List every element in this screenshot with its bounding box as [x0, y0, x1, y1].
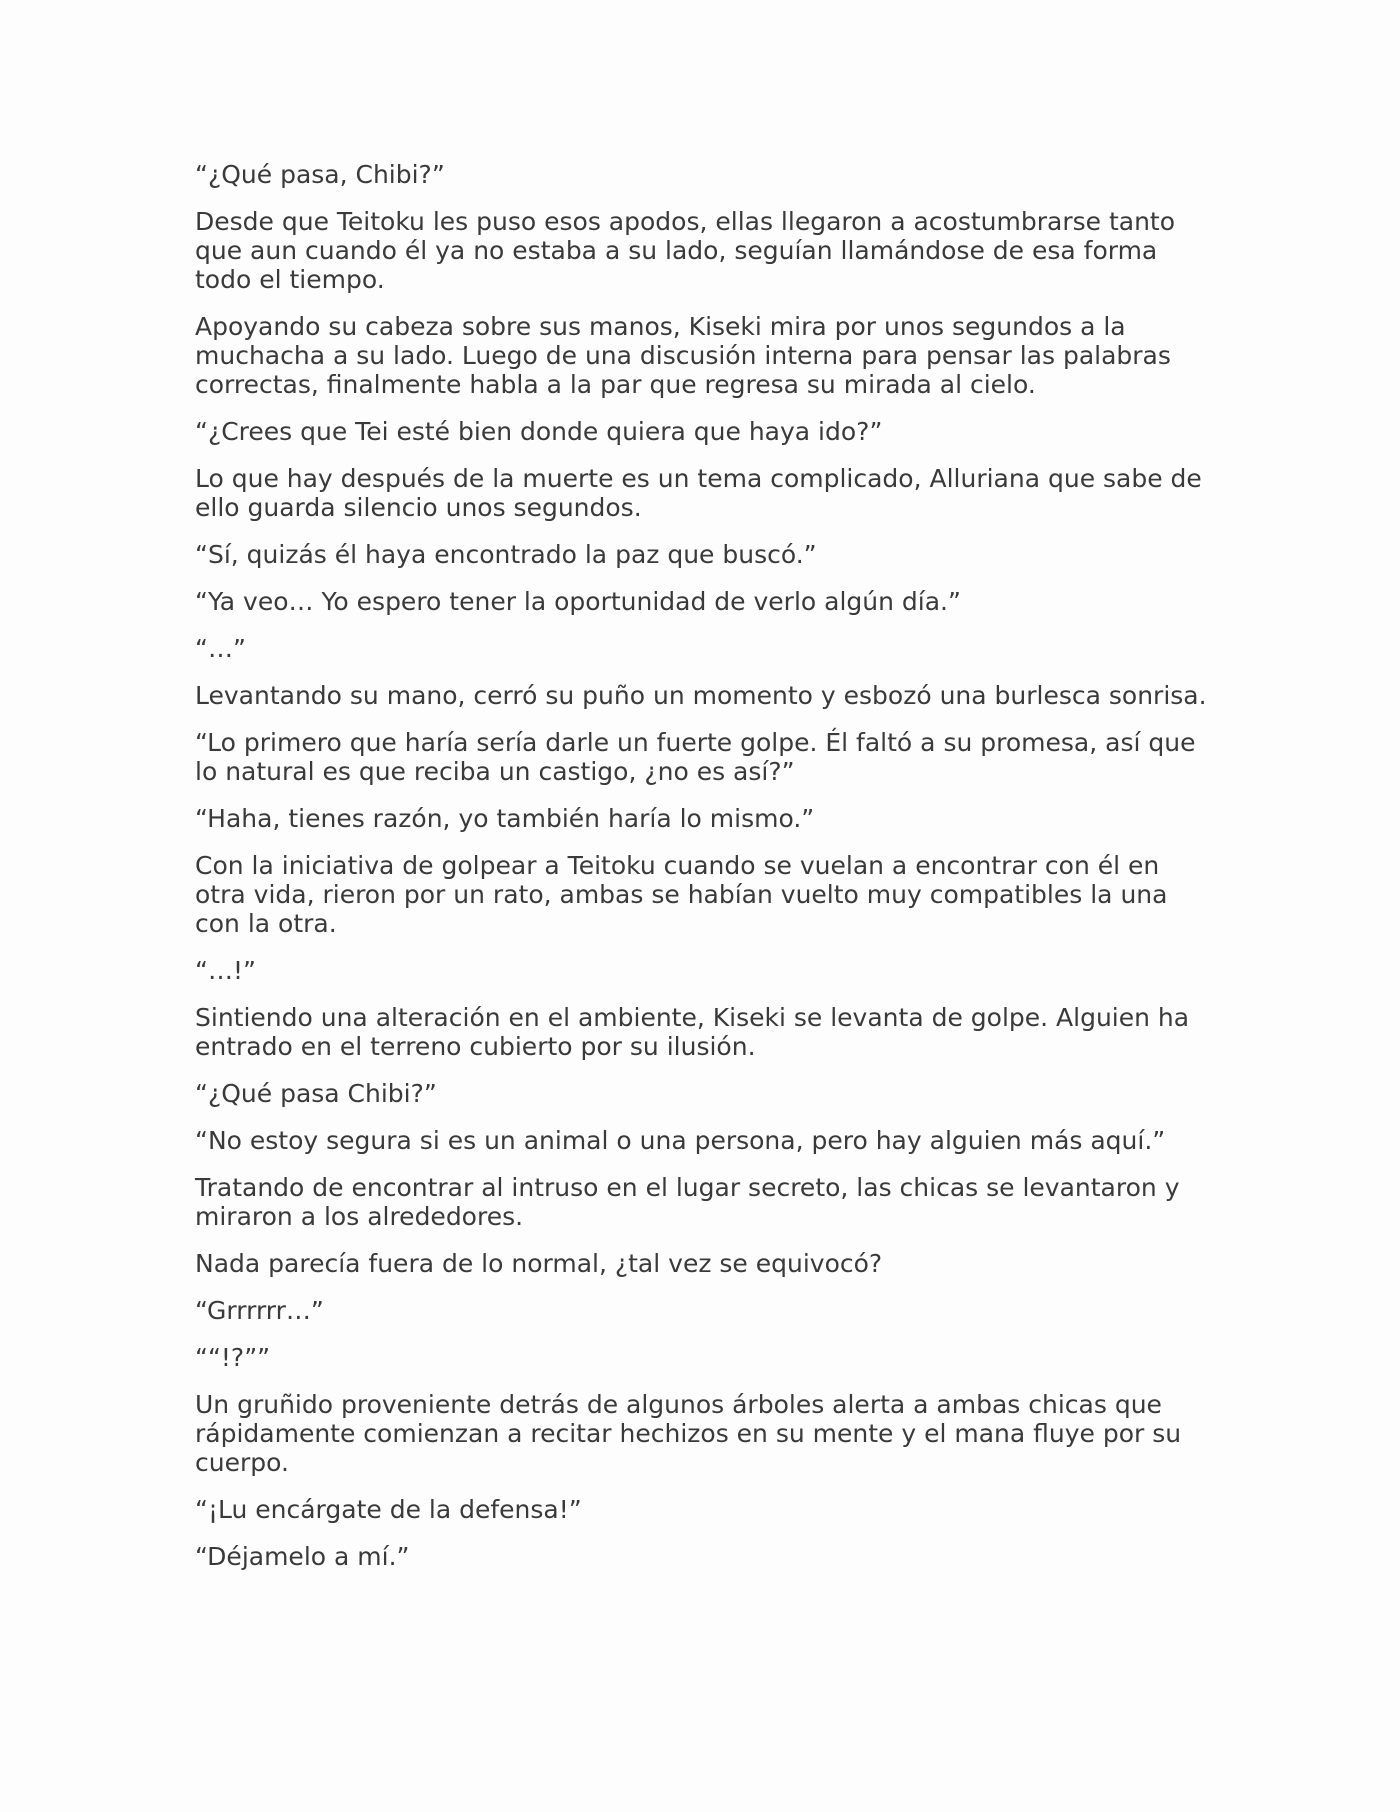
dialogue-line: “¿Qué pasa Chibi?” — [195, 1079, 437, 1108]
narrative-paragraph: Sintiendo una alteración en el ambiente, Kiseki se levanta de golpe. Alguien ha entrado en el terreno cubierto por su ilusión. — [195, 1003, 1190, 1061]
dialogue-line: “No estoy segura si es un animal o una persona, pero hay alguien más aquí.” — [195, 1126, 1166, 1155]
dialogue-line: “Haha, tienes razón, yo también haría lo mismo.” — [195, 804, 815, 833]
narrative-paragraph: Tratando de encontrar al intruso en el lugar secreto, las chicas se levantaron y miraron a los alrededores. — [195, 1173, 1180, 1231]
narrative-paragraph: Levantando su mano, cerró su puño un momento y esbozó una burlesca sonrisa. — [195, 681, 1207, 710]
dialogue-line: “Sí, quizás él haya encontrado la paz que buscó.” — [195, 540, 817, 569]
dialogue-line: “¡Lu encárgate de la defensa!” — [195, 1495, 582, 1524]
dialogue-line: “Ya veo… Yo espero tener la oportunidad de verlo algún día.” — [195, 587, 961, 616]
narrative-paragraph: Apoyando su cabeza sobre sus manos, Kiseki mira por unos segundos a la muchacha a su lado. Luego de una discusión interna para pensar las palabras correctas, finalmente habla a la par que regresa su mirada al cielo. — [195, 312, 1171, 399]
narrative-paragraph: Un gruñido proveniente detrás de algunos árboles alerta a ambas chicas que rápidamente comienzan a recitar hechizos en su mente y el mana fluye por su cuerpo. — [195, 1390, 1182, 1477]
narrative-paragraph: Con la iniciativa de golpear a Teitoku cuando se vuelan a encontrar con él en otra vida, rieron por un rato, ambas se habían vuelto muy compatibles la una con la otra. — [195, 851, 1168, 938]
dialogue-line: ““!?”” — [195, 1343, 271, 1372]
dialogue-line: “…!” — [195, 956, 256, 985]
dialogue-line: “…” — [195, 634, 246, 663]
narrative-paragraph: Lo que hay después de la muerte es un tema complicado, Alluriana que sabe de ello guarda silencio unos segundos. — [195, 464, 1202, 522]
dialogue-line: “Déjamelo a mí.” — [195, 1542, 410, 1571]
document-body — [195, 160, 1215, 1589]
dialogue-line: “¿Qué pasa, Chibi?” — [195, 160, 445, 189]
dialogue-line: “¿Crees que Tei esté bien donde quiera que haya ido?” — [195, 417, 883, 446]
narrative-paragraph: Nada parecía fuera de lo normal, ¿tal vez se equivocó? — [195, 1249, 883, 1278]
dialogue-line: “Lo primero que haría sería darle un fuerte golpe. Él faltó a su promesa, así que lo natural es que reciba un castigo, ¿no es así?” — [195, 728, 1196, 786]
dialogue-line: “Grrrrrr…” — [195, 1296, 324, 1325]
narrative-paragraph: Desde que Teitoku les puso esos apodos, ellas llegaron a acostumbrarse tanto que aun cuando él ya no estaba a su lado, seguían llamándose de esa forma todo el tiempo. — [195, 207, 1176, 294]
